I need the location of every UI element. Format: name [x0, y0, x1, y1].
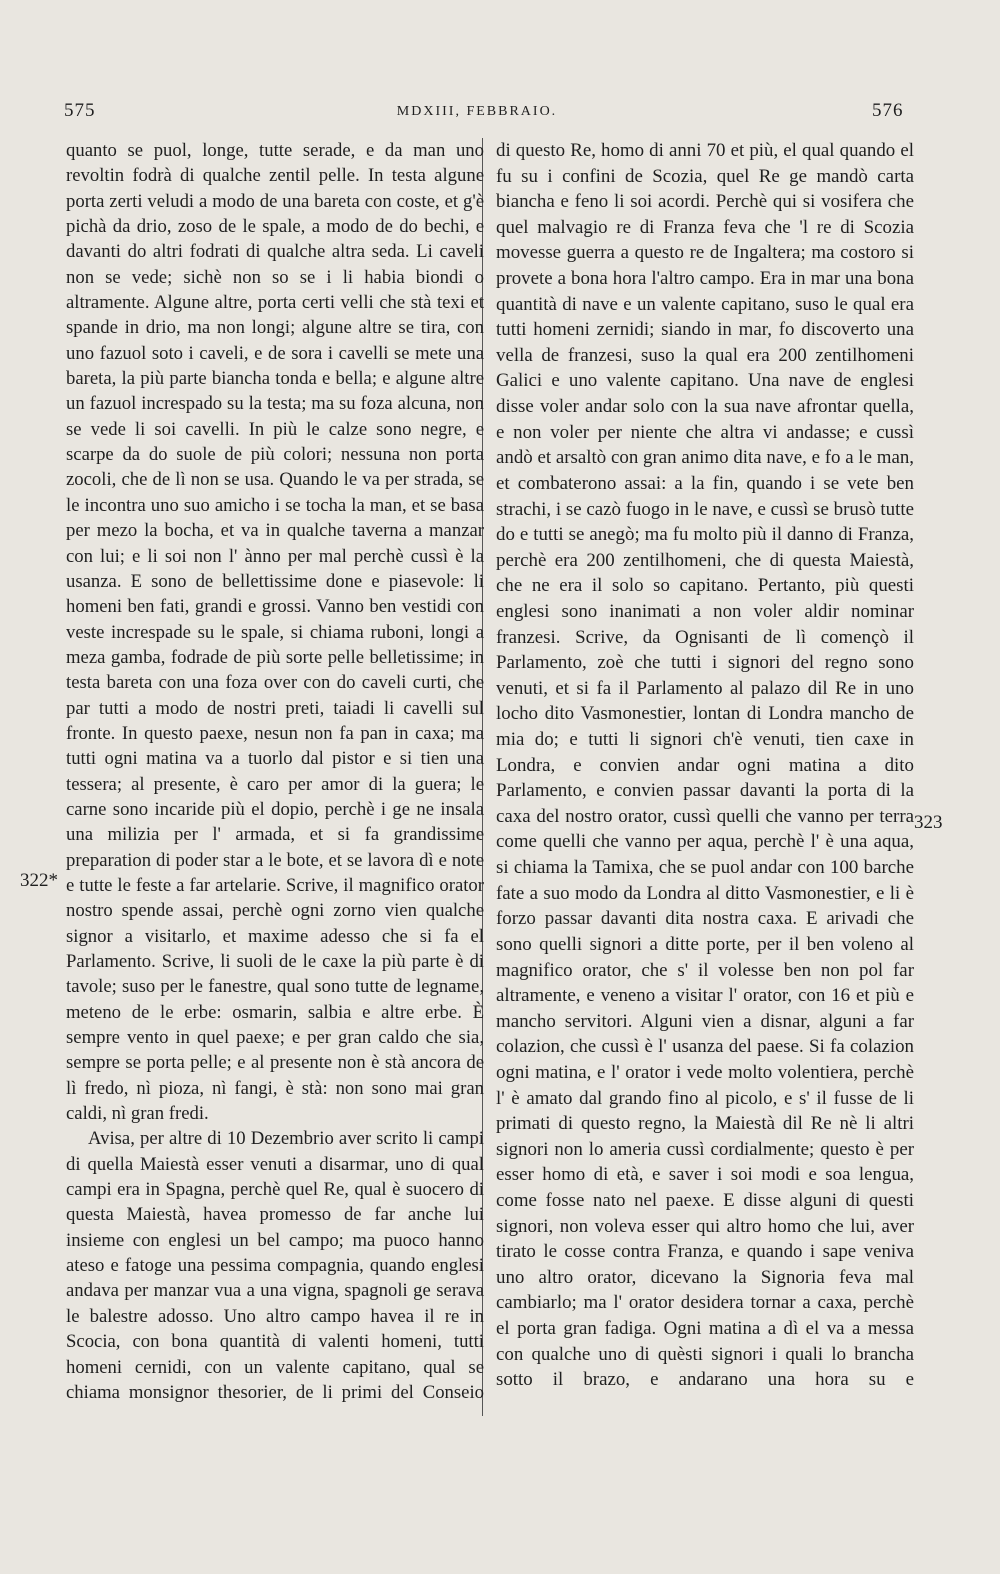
right-page-number: 576	[872, 100, 904, 121]
paragraph: Avisa, per altre di 10 Dezembrio aver scrito li campi di quella Maiestà esser venuti a disarmar, uno di qual campi era in Spagna, perchè quel Re, qual è suocero di questa Maiestà, havea promesso de far anche lui insieme con englesi un bel campo; ma puoco hanno ateso e fatoge una pessima compagnia, quando englesi andava per manzar vua a una vigna, spagnoli ge serava le balestre adosso. Uno altro campo havea il re in Scocia, con bona quantità di valenti homeni, tutti homeni cernidi, con un valente capitano, qual se chiama monsignor thesorier, de li primi del Conseio	[66, 1128, 484, 1403]
running-title: MDXIII, FEBBRAIO.	[396, 104, 558, 119]
paragraph: di questo Re, homo di anni 70 et più, el qual quando el fu su i confini de Scozia, quel Re ge mandò carta biancha e feno li soi acordi. Perchè qui si vosifera che quel malvagio re di Franza feva che 'l re di Scozia movesse guerra a questo re de Ingaltera; ma costoro si provete a bona hora l'altro campo. Era in mar una bona quantità di nave e un valente capitano, suso le qual era tutti homeni zernidi; siando in mar, fo discoverto una vella de franzesi, suso la qual era 200 zentilhomeni Galici e uno valente capitano. Una nave de englesi disse voler andar solo con la sua nave afrontar quella, e non voler per niente che altra vi andasse; e cussì andò et arsaltò con gran animo dita nave, e fo a le man, et combaterono assai: a la fin, quando i se vete ben strachi, i se cazò fuogo in le nave, e cussì se brusò tutte do e tutti se anegò; ma fu molto più il danno di Franza, perchè era 200 zentilhomeni, che di questa Maiestà, che ne era il solo so capitano. Pertanto, più questi englesi sono inanimati a non voler aldir nominar franzesi. Scrive, da Ognisanti de lì començò il Parlamento, zoè che tutti i signori del regno sono venuti, et si fa il Parlamento al palazo dil Re in uno locho dito Vasmonestier, lontan di Londra mancho de mia do; e tutti li signori ch'è venuti, tien caxe in Londra, e convien andar ogni matina a dito Parlamento, e convien passar davanti la porta di la caxa del nostro orator, cussì quelli che vanno per terra come quelli che vanno per aqua, perchè l' è una aqua, si chiama la Tamixa, che se puol andar con 100 barche fate a suo modo da Londra al ditto Vasmonestier, e li è forzo passar davanti dita nostra caxa. E arivadi che sono quelli signori a ditte porte, per il ben voleno al magnifico orator, che s' il volesse ben non pol far altramente, e veneno a visitar l' orator, con 16 et più e mancho servitori. Alguni vien a disnar, alguni a far colazion, che cussì è l' usanza del paese. Si fa colazion ogni matina, e l' orator i vede molto volentiera, perchè l' è amato dal grando fino al picolo, e s' il fusse de li primati di questo regno, la Maiestà dil Re nè li altri signori non lo ameria cussì cordialmente; questo è per esser homo di età, e saver i soi modi e soa lengua, come fosse nato nel paexe. E disse alguni di questi signori, non voleva esser qui altro homo che lui, aver tirato le cosse contra Franza, e quando i sape veniva uno altro orator, dicevano la Signoria feva mal cambiarlo; ma l' orator desidera tornar a caxa, perchè el porta gran fadiga. Ogni matina a dì el va a messa con qualche uno di quèsti signori i quali lo brancha sotto il brazo, e andarano una hora su e	[496, 140, 914, 1391]
paragraph: quanto se puol, longe, tutte serade, e da man uno revoltin fodrà di qualche zentil pelle. In testa algune porta zerti veludi a modo de una bareta con coste, et g'è pichà da drio, zoso de le spale, a modo de do bechi, e davanti do altri fodrati di qualche altra seda. Li caveli non se vede; sichè non so se i li habia biondi o altramente. Algune altre, porta certi velli che stà texi et spande in drio, ma non longi; algune altre se tira, con uno fazuol soto i caveli, e de sora i cavelli se mete una bareta, la più parte biancha tonda e bella; e algune altre un fazuol increspado su la testa; ma su foza alcuna, non se vede li soi cavelli. In più le calze sono negre, e scarpe da do suole de più colori; nessuna non porta zocoli, che de lì non se usa. Quando le va per strada, se le incontra uno suo amicho i se tocha la man, et se basa per mezo la bocha, et va in qualche taverna a manzar con lui; e li soi non l' ànno per mal perchè cussì è la usanza. E sono de bellettissime done e piasevole: li homeni ben fati, grandi e grossi. Vanno ben vestidi con veste increspade su le spale, si chiama ruboni, longi a meza gamba, fodrade de più sorte pelle belletissime; in testa bareta con una foza over con do caveli curti, che par tutti a modo de nostri preti, taiadi li cavelli sul fronte. In questo paexe, nesun non fa pan in caxa; ma tutti ogni matina va a tuorlo dal pistor e si tien una tessera; al presente, è caro per amor di la guera; le carne sono incaride più el dopio, perchè i ge ne insala una milizia per l' armada, et si fa grandissime preparation di poder star a le bote, et se lavora dì e note e tutte le feste a far artelarie. Scrive, il magnifico orator nostro spende assai, perchè ogni zorno vien qualche signor a visitarlo, et maxime adesso che si fa el Parlamento. Scrive, li suoli de le caxe la più parte è di tavole; suso per le fanestre, qual sono tutte de legname, meteno de le erbe: osmarin, salbia e altre erbe. È sempre vento in quel paexe; e per gran caldo che sia, sempre se porta pelle; e al presente non è stà ancora de lì fredo, nì pioza, nì fangi, è stà: non sono mai gran caldi, nì gran fredi.	[66, 140, 484, 1125]
right-column	[496, 138, 914, 1418]
margin-note-right: 323	[914, 812, 943, 833]
left-column	[66, 138, 484, 1431]
page-header	[0, 100, 1000, 130]
margin-note-left: 322*	[20, 870, 58, 891]
left-page-number: 575	[64, 100, 96, 121]
